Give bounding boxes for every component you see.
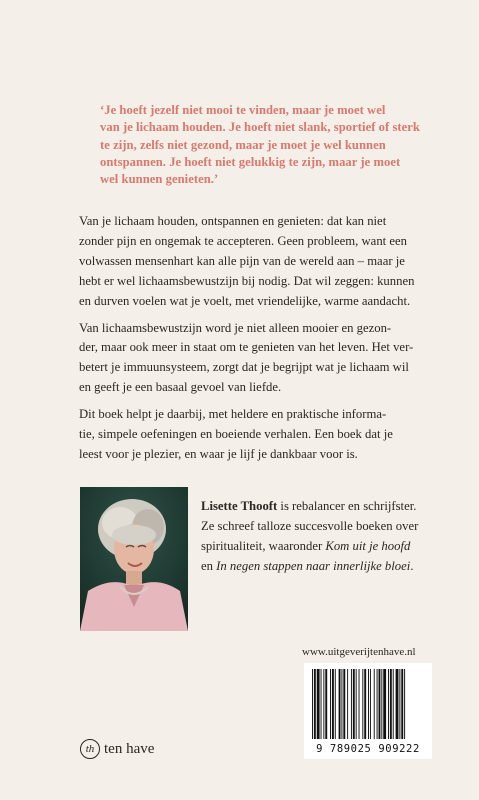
barcode-bar bbox=[374, 669, 375, 739]
blurb-line: Dit boek helpt je daarbij, met heldere en praktische informa- bbox=[79, 407, 387, 422]
author-bio-line: Ze schreef talloze succesvolle boeken over bbox=[201, 518, 419, 533]
quote-line: ontspannen. Je hoeft niet gelukkig te zijn, maar je moet bbox=[100, 154, 401, 169]
barcode-bar bbox=[379, 669, 381, 739]
author-bio-text: . bbox=[410, 558, 414, 573]
author-bio bbox=[201, 497, 441, 577]
quote-line: ‘Je hoeft jezelf niet mooi te vinden, maar je moet wel bbox=[100, 103, 386, 117]
barcode-bar bbox=[325, 669, 327, 739]
barcode-bar bbox=[312, 669, 313, 739]
barcode-bar bbox=[383, 669, 386, 739]
barcode-bar bbox=[356, 669, 357, 739]
barcode-bar bbox=[323, 669, 324, 739]
barcode-bar bbox=[362, 669, 363, 739]
barcode-bar bbox=[339, 669, 341, 739]
blurb-text bbox=[79, 212, 415, 472]
barcode-bar bbox=[393, 669, 394, 739]
blurb-line: volwassen mensenhart kan alle pijn van de wereld aan – maar je bbox=[79, 253, 405, 268]
blurb-line: zonder pijn en ongemak te accepteren. Geen probleem, want een bbox=[79, 233, 407, 248]
blurb-line: en geeft je een basaal gevoel van liefde. bbox=[79, 380, 282, 395]
barcode-bar bbox=[390, 669, 392, 739]
publisher-logo bbox=[80, 738, 154, 760]
barcode-bar bbox=[404, 669, 405, 739]
blurb-paragraph bbox=[79, 405, 399, 465]
publisher-logo-mark: th bbox=[80, 739, 100, 759]
barcode-bar bbox=[351, 669, 352, 739]
barcode-bars bbox=[304, 663, 432, 741]
barcode-bar bbox=[321, 669, 322, 739]
barcode-bar bbox=[332, 669, 334, 739]
author-bio-line bbox=[201, 557, 441, 577]
barcode-bar bbox=[335, 669, 336, 739]
barcode-bar bbox=[347, 669, 348, 739]
barcode-bar bbox=[314, 669, 316, 739]
barcode-bar bbox=[364, 669, 366, 739]
author-bio-text: is rebalancer en schrijfster. bbox=[277, 499, 417, 513]
barcode-bar bbox=[368, 669, 369, 739]
book-title: Kom uit je hoofd bbox=[325, 538, 411, 553]
barcode-bar bbox=[359, 669, 360, 739]
quote-line: te zijn, zelfs niet gezond, maar je moet je wel kunnen bbox=[100, 137, 386, 152]
author-bio-text: spiritualiteit, waaronder bbox=[201, 538, 326, 553]
blurb-line: tie, simpele oefeningen en boeiende verhalen. Een boek dat je bbox=[79, 427, 393, 442]
blurb-line: hebt er wel lichaamsbewustzijn bij nodig. Dat wil zeggen: kunnen bbox=[79, 273, 415, 288]
barcode-bar bbox=[343, 669, 345, 739]
author-photo bbox=[80, 487, 188, 631]
barcode-bar bbox=[401, 669, 403, 739]
isbn-barcode bbox=[304, 663, 432, 759]
author-bio-line bbox=[201, 497, 441, 517]
blurb-paragraph bbox=[79, 319, 414, 399]
barcode-bar bbox=[377, 669, 378, 739]
barcode-bar bbox=[353, 669, 355, 739]
blurb-paragraph bbox=[79, 212, 415, 312]
barcode-bar bbox=[317, 669, 320, 739]
barcode-bar bbox=[330, 669, 331, 739]
blurb-line: betert je immuunsysteem, zorgt dat je begrijpt wat je lichaam wil bbox=[79, 360, 409, 375]
blurb-line: Van je lichaam houden, ontspannen en genieten: dat kan niet bbox=[79, 214, 387, 228]
barcode-bar bbox=[388, 669, 389, 739]
blurb-line: Van lichaamsbewustzijn word je niet alleen mooier en gezon- bbox=[79, 320, 392, 335]
barcode-bar bbox=[396, 669, 399, 739]
barcode-bar bbox=[370, 669, 371, 739]
blurb-line: der, maar ook meer in staat om te genieten van het leven. Het ver- bbox=[79, 340, 414, 355]
quote-line: van je lichaam houden. Je hoeft niet slank, sportief of sterk bbox=[100, 120, 420, 135]
author-bio-text: en bbox=[201, 558, 217, 573]
barcode-bar bbox=[341, 669, 342, 739]
blurb-line: en durven voelen wat je voelt, met vriendelijke, warme aandacht. bbox=[79, 293, 411, 308]
author-bio-line bbox=[201, 537, 441, 557]
back-cover-quote bbox=[100, 102, 420, 188]
blurb-line: leest voor je plezier, en waar je lijf je dankbaar voor is. bbox=[79, 446, 358, 461]
isbn-number: 9 789025 909222 bbox=[316, 743, 420, 755]
book-title: In negen stappen naar innerlijke bloei bbox=[216, 558, 411, 573]
quote-line: wel kunnen genieten.’ bbox=[100, 172, 219, 187]
publisher-website: www.uitgeverijtenhave.nl bbox=[302, 646, 416, 658]
barcode-bar bbox=[381, 669, 382, 739]
publisher-name: ten have bbox=[104, 740, 155, 757]
author-portrait-image bbox=[80, 487, 188, 631]
barcode-bar bbox=[399, 669, 400, 739]
author-name: Lisette Thooft bbox=[201, 499, 278, 513]
